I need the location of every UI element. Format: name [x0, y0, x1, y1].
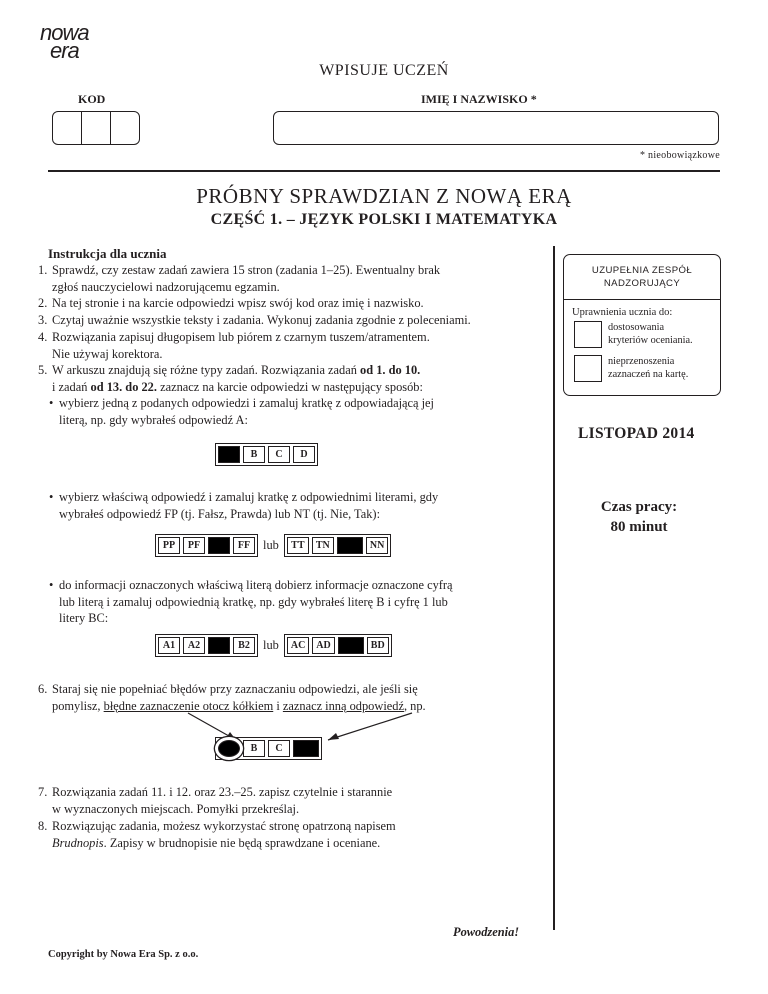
bullet-dot: •	[49, 490, 54, 504]
example-matching	[155, 634, 392, 657]
adjustment-label: dostosowania kryteriów oceniania.	[608, 322, 693, 346]
exam-title: PRÓBNY SPRAWDZIAN Z NOWĄ ERĄ	[196, 184, 572, 208]
answer-box-row	[284, 634, 392, 657]
supervisor-panel	[563, 254, 721, 396]
item-text: i zadań od 13. do 22. zaznacz na karcie odpowiedzi w następujący sposób:	[52, 379, 423, 394]
bullet-text: wybierz jedną z podanych odpowiedzi i zamaluj kratkę z odpowiadającą jej	[59, 396, 435, 410]
no-transfer-label: nieprzenoszenia zaznaczeń na kartę.	[608, 356, 689, 380]
answer-cell: PF	[183, 537, 205, 554]
answer-cell: B	[243, 446, 265, 463]
exam-duration: Czas pracy: 80 minut	[600, 499, 678, 535]
item-number: 2.	[38, 296, 48, 310]
exam-date: LISTOPAD 2014	[578, 425, 695, 442]
item-text: w wyznaczonych miejscach. Pomyłki przekreślaj.	[52, 801, 300, 816]
bullet-text: lub literą i zamaluj odpowiednią kratkę, np. gdy wybrałeś literę B i cyfrę 1 lub	[59, 594, 448, 609]
optional-note: * nieobowiązkowe	[639, 150, 720, 161]
item-text: Staraj się nie popełniać błędów przy zaznaczaniu odpowiedzi, ale jeśli się	[52, 682, 418, 696]
instructions-heading: Instrukcja dla ucznia	[48, 246, 167, 261]
item-number: 6.	[38, 682, 48, 696]
item-number: 8.	[38, 819, 48, 833]
item-text: Czytaj uważnie wszystkie teksty i zadania. Wykonuj zadania zgodnie z poleceniami.	[52, 313, 471, 327]
answer-cell-filled	[338, 637, 364, 654]
item-number: 3.	[38, 313, 48, 327]
bullet-text: wybrałeś odpowiedź FP (tj. Fałsz, Prawda) lub NT (tj. Nie, Tak):	[59, 506, 381, 521]
no-transfer-checkbox[interactable]	[574, 355, 602, 382]
panel-heading: UZUPEŁNIA ZESPÓŁ NADZORUJĄCY	[591, 265, 693, 289]
answer-box-row	[215, 443, 318, 466]
good-luck-text: Powodzenia!	[453, 925, 520, 939]
answer-cell: PP	[158, 537, 180, 554]
or-label: lub	[263, 638, 279, 652]
item-number: 4.	[38, 330, 48, 344]
answer-cell: C	[268, 446, 290, 463]
sidebar-divider	[553, 246, 555, 930]
name-label: IMIĘ I NAZWISKO *	[421, 92, 537, 106]
adjustment-checkbox[interactable]	[574, 321, 602, 348]
answer-cell-filled	[208, 637, 230, 654]
answer-box-row	[155, 534, 258, 557]
item-text: Na tej stronie i na karcie odpowiedzi wpisz swój kod oraz imię i nazwisko.	[52, 296, 424, 310]
instruction-item-1	[38, 262, 553, 294]
answer-cell-circled	[218, 740, 240, 757]
answer-cell-filled	[337, 537, 363, 554]
kod-digit-1[interactable]	[53, 112, 82, 144]
item-text: W arkuszu znajdują się różne typy zadań. Rozwiązania zadań od 1. do 10.	[52, 363, 421, 377]
panel-subtitle: Uprawnienia ucznia do:	[572, 307, 673, 318]
kod-digit-3[interactable]	[111, 112, 139, 144]
answer-cell: B	[243, 740, 265, 757]
answer-cell: B2	[233, 637, 255, 654]
item-text: Rozwiązania zadań 11. i 12. oraz 23.–25. zapisz czytelnie i starannie	[52, 785, 393, 799]
answer-box-row	[215, 737, 322, 760]
answer-cell: BD	[367, 637, 389, 654]
arrow-head	[328, 733, 339, 740]
answer-cell-filled	[208, 537, 230, 554]
item-number: 7.	[38, 785, 48, 799]
name-input[interactable]	[273, 111, 719, 145]
answer-cell-filled	[218, 446, 240, 463]
item-text: zgłoś nauczycielowi nadzorującemu egzamin.	[52, 279, 280, 294]
kod-label: KOD	[78, 92, 106, 106]
bullet-text: literą, np. gdy wybrałeś odpowiedź A:	[59, 412, 248, 427]
item-text: Sprawdź, czy zestaw zadań zawiera 15 stron (zadania 1–25). Ewentualny brak	[52, 263, 441, 277]
item-text: Rozwiązania zapisuj długopisem lub piórem z czarnym tuszem/atramentem.	[52, 330, 430, 344]
example-true-false	[155, 534, 391, 557]
bullet-dot: •	[49, 396, 54, 410]
answer-cell: FF	[233, 537, 255, 554]
panel-divider	[564, 299, 720, 300]
bullet-text: do informacji oznaczonych właściwą literą dobierz informacje oznaczone cyfrą	[59, 578, 453, 592]
bullet-dot: •	[49, 578, 54, 592]
item-text: pomylisz, błędne zaznaczenie otocz kółkiem i zaznacz inną odpowiedź, np.	[52, 698, 426, 713]
answer-box-row	[155, 634, 258, 657]
example-single-choice	[215, 443, 318, 466]
answer-cell: TN	[312, 537, 334, 554]
copyright: Copyright by Nowa Era Sp. z o.o.	[48, 949, 199, 960]
divider	[48, 170, 720, 172]
item-text: Rozwiązując zadania, możesz wykorzystać stronę opatrzoną napisem	[52, 819, 396, 833]
logo-text-line1: nowa	[40, 20, 89, 45]
answer-box-row	[284, 534, 391, 557]
student-section-title: WPISUJE UCZEŃ	[319, 62, 449, 79]
answer-cell: A1	[158, 637, 180, 654]
arrow-line	[328, 713, 412, 740]
item-text: Brudnopis. Zapisy w brudnopisie nie będą sprawdzane i oceniane.	[52, 835, 381, 850]
bullet-text: wybierz właściwą odpowiedź i zamaluj kratkę z odpowiednimi literami, gdy	[59, 490, 439, 504]
kod-digit-2[interactable]	[82, 112, 111, 144]
example-correction	[215, 737, 322, 760]
answer-cell: NN	[366, 537, 388, 554]
answer-cell: TT	[287, 537, 309, 554]
item-text: Nie używaj korektora.	[52, 346, 163, 361]
answer-cell: AD	[312, 637, 334, 654]
bullet-text: litery BC:	[59, 611, 109, 625]
answer-cell: D	[293, 446, 315, 463]
logo-text-line2: era	[50, 38, 79, 63]
exam-subtitle: CZĘŚĆ 1. – JĘZYK POLSKI I MATEMATYKA	[210, 211, 558, 228]
answer-cell: C	[268, 740, 290, 757]
answer-cell: A2	[183, 637, 205, 654]
item-number: 5.	[38, 363, 48, 377]
or-label: lub	[263, 538, 279, 552]
answer-cell: AC	[287, 637, 309, 654]
kod-input[interactable]	[52, 111, 140, 145]
answer-cell-filled	[293, 740, 319, 757]
item-number: 1.	[38, 263, 48, 277]
